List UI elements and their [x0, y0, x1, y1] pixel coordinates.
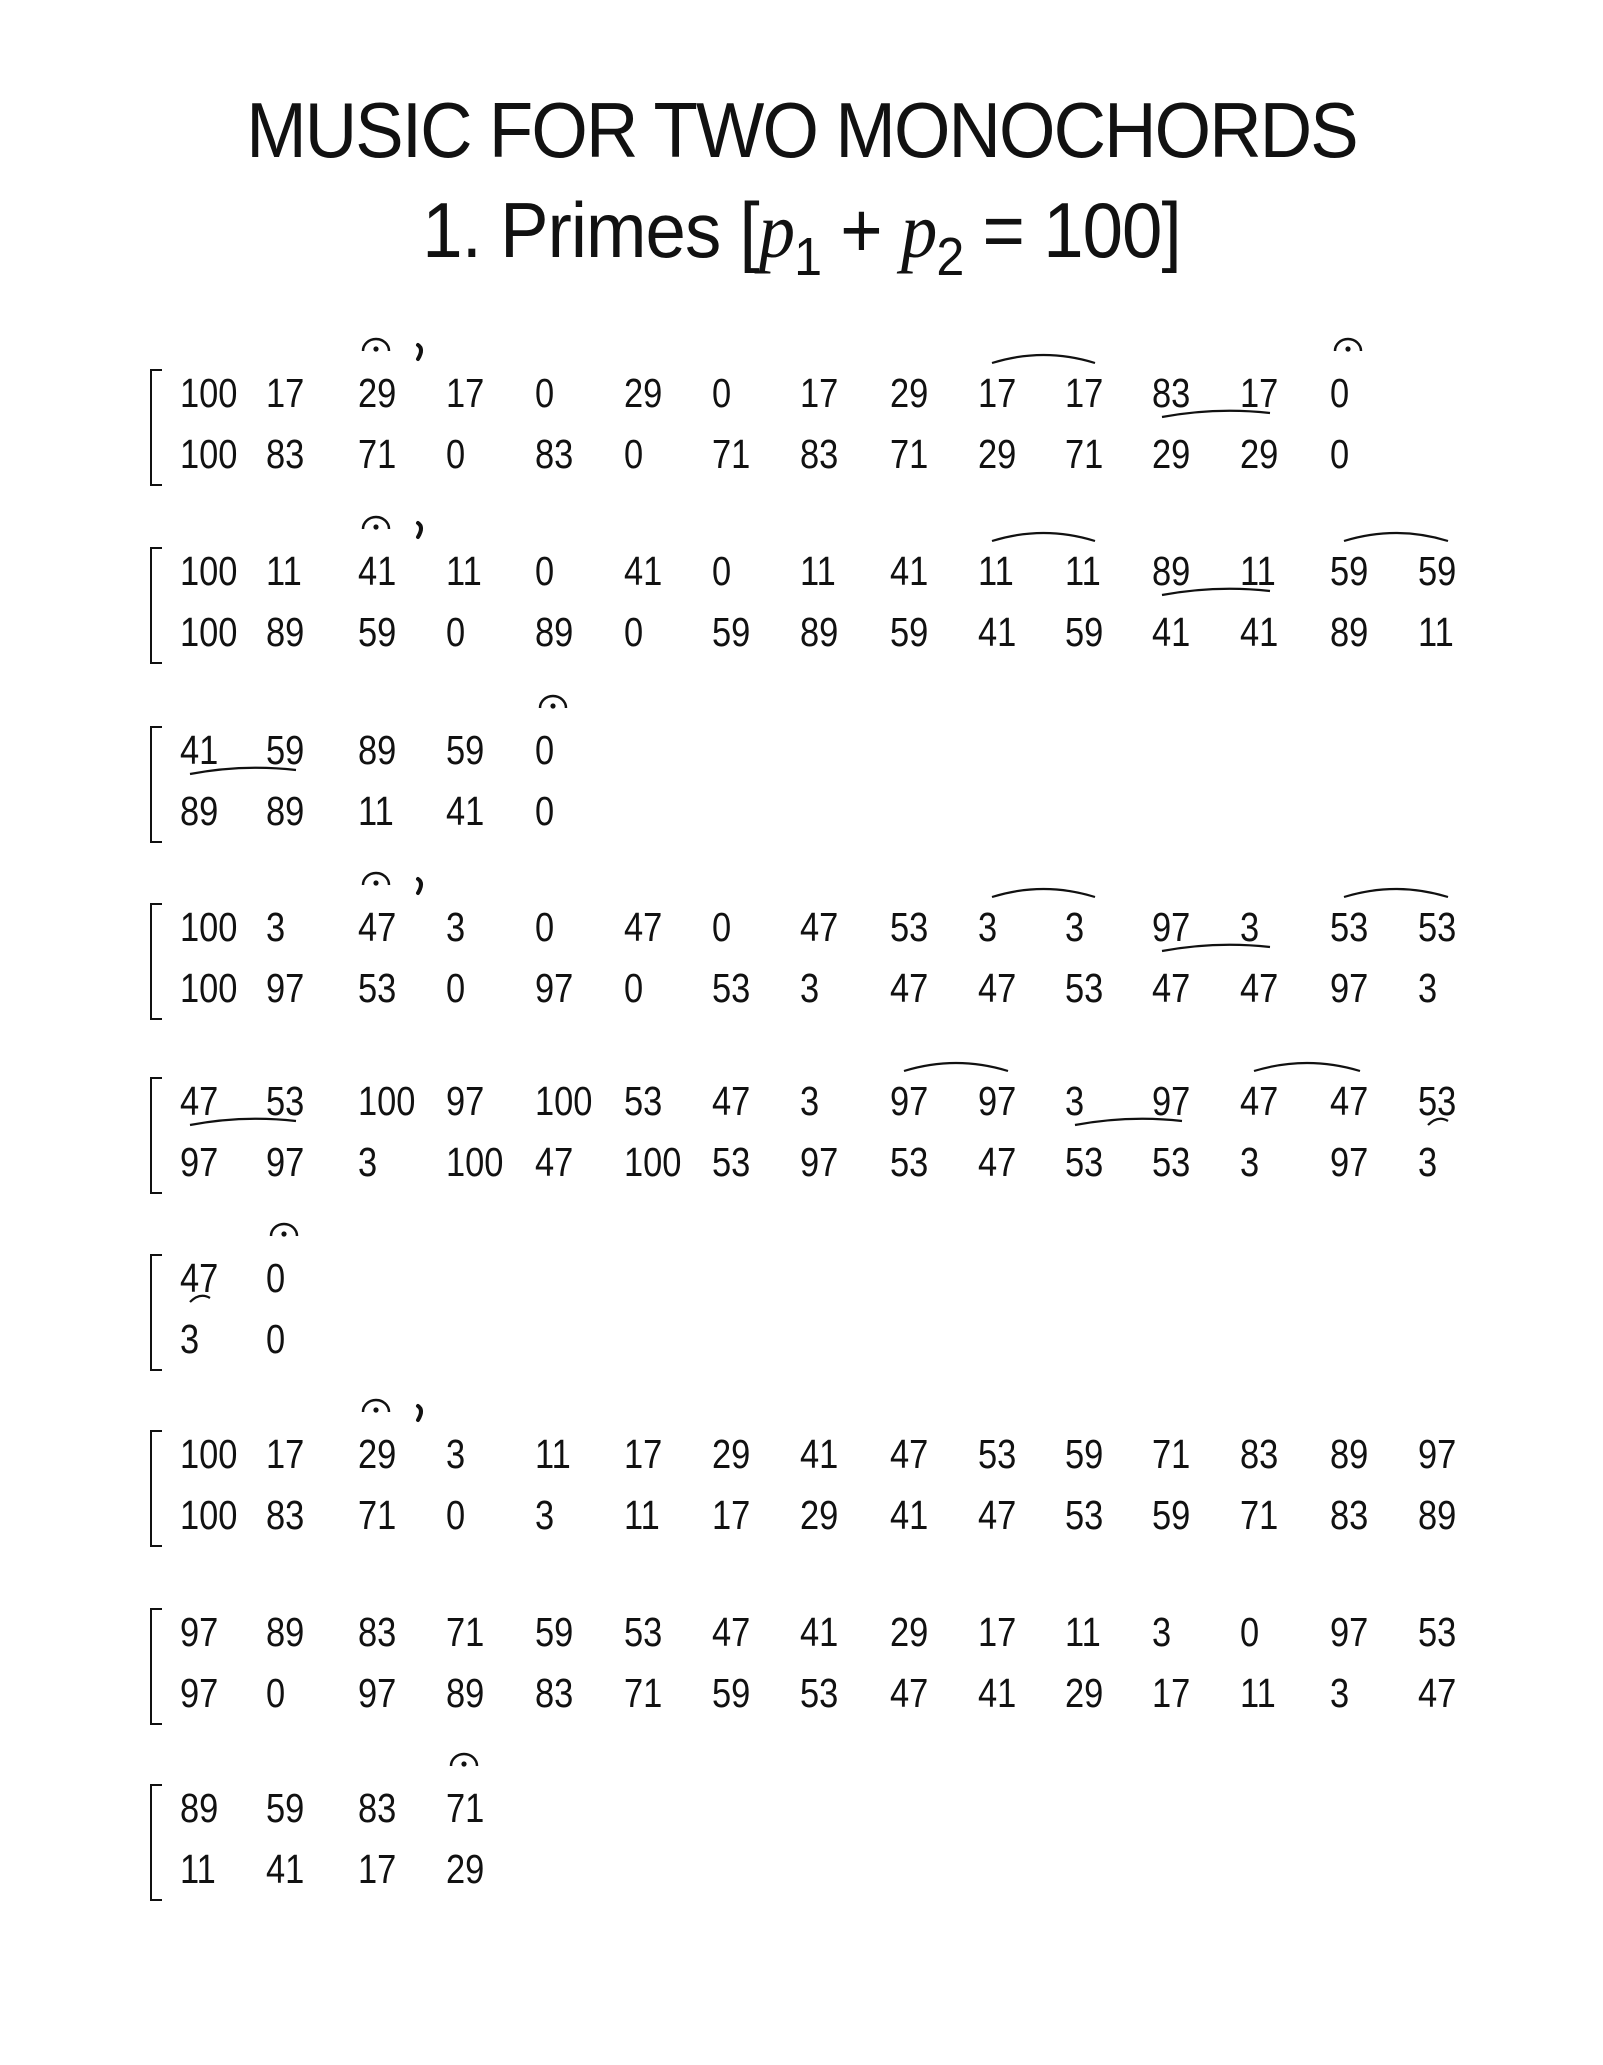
lower-voice-value: 53: [1152, 1139, 1191, 1185]
subtitle-p2: p: [900, 187, 937, 274]
lower-voice-value: 29: [446, 1846, 485, 1892]
lower-voice-value: 11: [1418, 609, 1454, 655]
upper-voice-value: 41: [624, 548, 663, 594]
upper-voice-value: 97: [180, 1609, 219, 1655]
lower-voice-value: 89: [266, 609, 305, 655]
lower-voice-value: 71: [1240, 1492, 1279, 1538]
slur-mark: [1344, 533, 1448, 541]
subtitle-sub1: 1: [794, 227, 822, 287]
lower-voice-value: 47: [535, 1139, 574, 1185]
upper-voice-value: 100: [180, 1431, 238, 1477]
upper-voice-value: 83: [1240, 1431, 1279, 1477]
upper-voice-value: 17: [266, 370, 305, 416]
page-subtitle: [56, 185, 1547, 288]
lower-voice-value: 11: [1240, 1670, 1276, 1716]
upper-voice-value: 17: [978, 370, 1017, 416]
slur-mark: [992, 889, 1095, 897]
lower-voice-value: 53: [890, 1139, 929, 1185]
lower-voice-value: 59: [358, 609, 397, 655]
lower-voice-value: 47: [1240, 965, 1279, 1011]
lower-voice-value: 47: [890, 1670, 929, 1716]
lower-voice-value: 47: [978, 1492, 1017, 1538]
lower-voice-value: 83: [266, 431, 305, 477]
lower-voice-value: 100: [180, 431, 238, 477]
lower-voice-value: 53: [712, 965, 751, 1011]
system-bracket: [150, 547, 162, 664]
lower-voice-value: 100: [180, 965, 238, 1011]
upper-voice-value: 47: [180, 1255, 219, 1301]
upper-voice-value: 3: [1065, 904, 1085, 950]
upper-voice-value: 47: [1240, 1078, 1279, 1124]
lower-voice-value: 59: [712, 1670, 751, 1716]
lower-voice-value: 53: [1065, 1492, 1104, 1538]
upper-voice-value: 83: [358, 1785, 397, 1831]
system-bracket: [150, 1784, 162, 1901]
upper-voice-value: 29: [358, 1431, 397, 1477]
slur-mark: [904, 1063, 1008, 1071]
lower-voice-value: 97: [180, 1139, 219, 1185]
lower-voice-value: 97: [800, 1139, 839, 1185]
upper-voice-value: 47: [800, 904, 839, 950]
slur-mark: [1344, 889, 1448, 897]
system-bracket: [150, 369, 162, 486]
system-bracket: [150, 1077, 162, 1194]
upper-voice-value: 47: [712, 1078, 751, 1124]
upper-voice-value: 0: [712, 370, 732, 416]
lower-voice-value: 53: [800, 1670, 839, 1716]
lower-voice-value: 71: [624, 1670, 663, 1716]
lower-voice-value: 47: [890, 965, 929, 1011]
upper-voice-value: 3: [1240, 904, 1260, 950]
lower-voice-value: 3: [1418, 1139, 1438, 1185]
lower-voice-value: 29: [800, 1492, 839, 1538]
lower-voice-value: 47: [1418, 1670, 1457, 1716]
lower-voice-value: 100: [624, 1139, 682, 1185]
upper-voice-value: 11: [1240, 548, 1276, 594]
lower-voice-value: 11: [180, 1846, 216, 1892]
fermata-mark: [540, 696, 566, 708]
upper-voice-value: 29: [358, 370, 397, 416]
upper-voice-value: 89: [1152, 548, 1191, 594]
upper-voice-value: 53: [1418, 1609, 1457, 1655]
lower-voice-value: 0: [446, 609, 466, 655]
fermata-mark: [271, 1224, 297, 1236]
upper-voice-value: 97: [1152, 1078, 1191, 1124]
lower-voice-value: 3: [180, 1316, 200, 1362]
lower-voice-value: 100: [180, 1492, 238, 1538]
lower-voice-value: 53: [1065, 965, 1104, 1011]
lower-voice-value: 97: [1330, 1139, 1369, 1185]
lower-voice-value: 3: [535, 1492, 555, 1538]
lower-voice-value: 97: [180, 1670, 219, 1716]
lower-voice-value: 11: [358, 788, 394, 834]
lower-voice-value: 83: [535, 431, 574, 477]
upper-voice-value: 53: [978, 1431, 1017, 1477]
subtitle-rest: = 100]: [963, 186, 1181, 274]
upper-voice-value: 0: [1330, 370, 1350, 416]
breath-mark: [418, 1406, 421, 1420]
upper-voice-value: 0: [266, 1255, 286, 1301]
lower-voice-value: 89: [800, 609, 839, 655]
lower-voice-value: 3: [358, 1139, 378, 1185]
fermata-dot: [281, 1231, 286, 1236]
upper-voice-value: 47: [180, 1078, 219, 1124]
lower-voice-value: 83: [266, 1492, 305, 1538]
system-bracket: [150, 726, 162, 843]
fermata-dot: [550, 703, 555, 708]
upper-voice-value: 29: [624, 370, 663, 416]
upper-voice-value: 11: [446, 548, 482, 594]
upper-voice-value: 0: [535, 370, 555, 416]
lower-voice-value: 0: [624, 609, 644, 655]
upper-voice-value: 59: [535, 1609, 574, 1655]
fermata-dot: [373, 1407, 378, 1412]
slur-mark: [992, 533, 1095, 541]
upper-voice-value: 97: [978, 1078, 1017, 1124]
lower-voice-value: 89: [1418, 1492, 1457, 1538]
lower-voice-value: 83: [535, 1670, 574, 1716]
upper-voice-value: 47: [1330, 1078, 1369, 1124]
lower-voice-value: 89: [180, 788, 219, 834]
lower-voice-value: 3: [1418, 965, 1438, 1011]
upper-voice-value: 100: [180, 904, 238, 950]
upper-voice-value: 11: [1065, 548, 1101, 594]
upper-voice-value: 89: [180, 1785, 219, 1831]
lower-voice-value: 97: [266, 965, 305, 1011]
upper-voice-value: 29: [890, 370, 929, 416]
upper-voice-value: 47: [358, 904, 397, 950]
lower-voice-value: 0: [1330, 431, 1350, 477]
upper-voice-value: 17: [978, 1609, 1017, 1655]
upper-voice-value: 17: [624, 1431, 663, 1477]
subtitle-plus: +: [821, 186, 901, 274]
slur-mark: [992, 355, 1095, 363]
upper-voice-value: 83: [358, 1609, 397, 1655]
lower-voice-value: 0: [535, 788, 555, 834]
upper-voice-value: 3: [800, 1078, 820, 1124]
fermata-dot: [373, 880, 378, 885]
upper-voice-value: 41: [890, 548, 929, 594]
upper-voice-value: 3: [446, 904, 466, 950]
upper-voice-value: 11: [1065, 1609, 1101, 1655]
upper-voice-value: 3: [1065, 1078, 1085, 1124]
upper-voice-value: 59: [266, 1785, 305, 1831]
upper-voice-value: 53: [1418, 904, 1457, 950]
lower-voice-value: 17: [712, 1492, 751, 1538]
fermata-dot: [373, 346, 378, 351]
lower-voice-value: 83: [800, 431, 839, 477]
fermata-mark: [1335, 339, 1361, 351]
lower-voice-value: 71: [1065, 431, 1104, 477]
upper-voice-value: 41: [358, 548, 397, 594]
upper-voice-value: 0: [535, 548, 555, 594]
upper-voice-value: 0: [1240, 1609, 1260, 1655]
fermata-mark: [363, 1400, 389, 1412]
fermata-dot: [373, 524, 378, 529]
system-bracket: [150, 903, 162, 1020]
upper-voice-value: 71: [1152, 1431, 1191, 1477]
upper-voice-value: 47: [712, 1609, 751, 1655]
upper-voice-value: 53: [1418, 1078, 1457, 1124]
lower-voice-value: 0: [624, 431, 644, 477]
upper-voice-value: 29: [712, 1431, 751, 1477]
lower-voice-value: 17: [358, 1846, 397, 1892]
lower-voice-value: 47: [978, 965, 1017, 1011]
lower-voice-value: 59: [1152, 1492, 1191, 1538]
upper-voice-value: 41: [800, 1609, 839, 1655]
upper-voice-value: 47: [624, 904, 663, 950]
upper-voice-value: 71: [446, 1609, 485, 1655]
lower-voice-value: 41: [446, 788, 485, 834]
upper-voice-value: 53: [624, 1078, 663, 1124]
upper-voice-value: 3: [978, 904, 998, 950]
upper-voice-value: 89: [1330, 1431, 1369, 1477]
lower-voice-value: 97: [535, 965, 574, 1011]
upper-voice-value: 97: [1330, 1609, 1369, 1655]
upper-voice-value: 100: [180, 548, 238, 594]
lower-voice-value: 0: [446, 431, 466, 477]
upper-voice-value: 3: [1152, 1609, 1172, 1655]
lower-voice-value: 83: [1330, 1492, 1369, 1538]
slur-mark: [1254, 1063, 1360, 1071]
lower-voice-value: 89: [266, 788, 305, 834]
lower-voice-value: 71: [890, 431, 929, 477]
lower-voice-value: 41: [978, 609, 1017, 655]
upper-voice-value: 53: [266, 1078, 305, 1124]
lower-voice-value: 59: [712, 609, 751, 655]
lower-voice-value: 29: [978, 431, 1017, 477]
upper-voice-value: 11: [535, 1431, 571, 1477]
breath-mark: [418, 345, 421, 359]
system-bracket: [150, 1608, 162, 1725]
lower-voice-value: 0: [266, 1670, 286, 1716]
lower-voice-value: 41: [978, 1670, 1017, 1716]
fermata-mark: [363, 873, 389, 885]
upper-voice-value: 100: [358, 1078, 416, 1124]
upper-voice-value: 59: [266, 727, 305, 773]
lower-voice-value: 97: [266, 1139, 305, 1185]
upper-voice-value: 0: [535, 904, 555, 950]
lower-voice-value: 29: [1240, 431, 1279, 477]
fermata-mark: [363, 517, 389, 529]
fermata-dot: [461, 1761, 466, 1766]
upper-voice-value: 47: [890, 1431, 929, 1477]
lower-voice-value: 97: [358, 1670, 397, 1716]
upper-voice-value: 97: [1418, 1431, 1457, 1477]
upper-voice-value: 53: [890, 904, 929, 950]
upper-voice-value: 3: [446, 1431, 466, 1477]
upper-voice-value: 0: [712, 904, 732, 950]
upper-voice-value: 17: [266, 1431, 305, 1477]
fermata-mark: [363, 339, 389, 351]
lower-voice-value: 0: [624, 965, 644, 1011]
lower-voice-value: 0: [446, 965, 466, 1011]
upper-voice-value: 41: [800, 1431, 839, 1477]
subtitle-prefix: 1. Primes [: [422, 186, 759, 274]
lower-voice-value: 3: [1240, 1139, 1260, 1185]
breath-mark: [418, 523, 421, 537]
upper-voice-value: 11: [800, 548, 836, 594]
system-bracket: [150, 1254, 162, 1371]
subtitle-sub2: 2: [936, 227, 964, 287]
lower-voice-value: 29: [1065, 1670, 1104, 1716]
lower-voice-value: 71: [712, 431, 751, 477]
lower-voice-value: 100: [446, 1139, 504, 1185]
fermata-mark: [451, 1754, 477, 1766]
lower-voice-value: 89: [1330, 609, 1369, 655]
page-title: MUSIC FOR TWO MONOCHORDS: [246, 86, 1357, 174]
upper-voice-value: 0: [712, 548, 732, 594]
lower-voice-value: 41: [1152, 609, 1191, 655]
upper-voice-value: 53: [624, 1609, 663, 1655]
lower-voice-value: 29: [1152, 431, 1191, 477]
lower-voice-value: 47: [978, 1139, 1017, 1185]
upper-voice-value: 71: [446, 1785, 485, 1831]
subtitle-p1: p: [758, 187, 795, 274]
upper-voice-value: 17: [446, 370, 485, 416]
lower-voice-value: 3: [800, 965, 820, 1011]
lower-voice-value: 71: [358, 1492, 397, 1538]
lower-voice-value: 53: [1065, 1139, 1104, 1185]
upper-voice-value: 17: [1240, 370, 1279, 416]
lower-voice-value: 41: [1240, 609, 1279, 655]
lower-voice-value: 3: [1330, 1670, 1350, 1716]
upper-voice-value: 100: [180, 370, 238, 416]
upper-voice-value: 0: [535, 727, 555, 773]
lower-voice-value: 59: [1065, 609, 1104, 655]
lower-voice-value: 41: [266, 1846, 305, 1892]
system-bracket: [150, 1430, 162, 1547]
upper-voice-value: 3: [266, 904, 286, 950]
lower-voice-value: 47: [1152, 965, 1191, 1011]
upper-voice-value: 97: [1152, 904, 1191, 950]
upper-voice-value: 53: [1330, 904, 1369, 950]
upper-voice-value: 17: [1065, 370, 1104, 416]
lower-voice-value: 89: [535, 609, 574, 655]
lower-voice-value: 41: [890, 1492, 929, 1538]
lower-voice-value: 71: [358, 431, 397, 477]
upper-voice-value: 89: [358, 727, 397, 773]
breath-mark: [418, 879, 421, 893]
upper-voice-value: 59: [446, 727, 485, 773]
lower-voice-value: 97: [1330, 965, 1369, 1011]
upper-voice-value: 97: [446, 1078, 485, 1124]
upper-voice-value: 83: [1152, 370, 1191, 416]
lower-voice-value: 0: [266, 1316, 286, 1362]
upper-voice-value: 89: [266, 1609, 305, 1655]
lower-voice-value: 53: [712, 1139, 751, 1185]
lower-voice-value: 100: [180, 609, 238, 655]
upper-voice-value: 41: [180, 727, 219, 773]
upper-voice-value: 17: [800, 370, 839, 416]
lower-voice-value: 0: [446, 1492, 466, 1538]
upper-voice-value: 100: [535, 1078, 593, 1124]
upper-voice-value: 59: [1330, 548, 1369, 594]
lower-voice-value: 17: [1152, 1670, 1191, 1716]
fermata-dot: [1345, 346, 1350, 351]
upper-voice-value: 97: [890, 1078, 929, 1124]
lower-voice-value: 11: [624, 1492, 660, 1538]
upper-voice-value: 11: [978, 548, 1014, 594]
lower-voice-value: 59: [890, 609, 929, 655]
upper-voice-value: 59: [1418, 548, 1457, 594]
upper-voice-value: 11: [266, 548, 302, 594]
upper-voice-value: 59: [1065, 1431, 1104, 1477]
upper-voice-value: 29: [890, 1609, 929, 1655]
lower-voice-value: 53: [358, 965, 397, 1011]
lower-voice-value: 89: [446, 1670, 485, 1716]
